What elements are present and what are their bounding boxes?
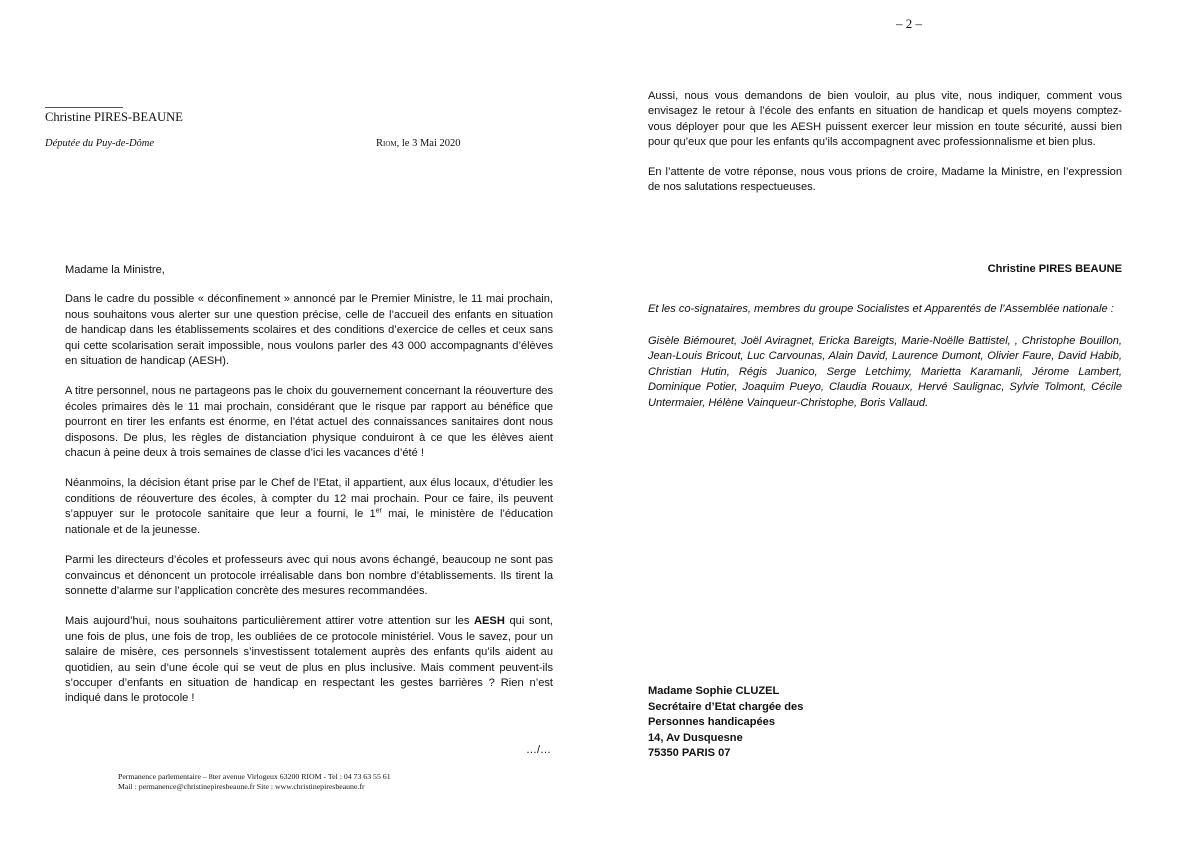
recipient-street: 14, Av Dusquesne (648, 731, 743, 744)
sender-role: Députée du Puy-de-Dôme (45, 138, 155, 149)
letter-body-right (648, 89, 1122, 209)
recipient-address (648, 684, 803, 762)
paragraph-3-text-b: mai, le ministère de l’éducation nationale et de la jeunesse. (65, 508, 553, 536)
recipient-name: Madame Sophie CLUZEL (648, 685, 780, 697)
aesh-emphasis: AESH (474, 615, 505, 628)
paragraph-7: En l’attente de votre réponse, nous vous prions de croire, Madame la Ministre, en l’expression de nos salutations respectueuses. (648, 165, 1122, 194)
paragraph-5-text-b: qui sont, une fois de plus, une fois de trop, les oubliées de ce protocole ministériel. Vous le savez, pour un salaire de misère, ces personnels s’investissent totalement auprès des enfants qu’ils aident au quotidien, au sein d’une école qui se veut de plus en plus inclusive. Mais comment peuvent-ils s’occuper d’enfants en situation de handicap en respectant les gestes barrières ? Rien n’est indiqué dans le protocole ! (65, 615, 553, 705)
date-city: Riom (376, 138, 397, 149)
letter-date (376, 138, 461, 149)
signatory-name: Christine PIRES BEAUNE (987, 263, 1122, 275)
signature-rule (45, 107, 123, 108)
paragraph-3 (65, 476, 553, 538)
recipient-city: 75350 PARIS 07 (648, 747, 731, 760)
date-text: , le 3 Mai 2020 (396, 138, 461, 149)
continuation-mark: …/… (526, 744, 552, 756)
paragraph-4: Parmi les directeurs d’écoles et professeurs avec qui nous avons échangé, beaucoup ne sont pas convaincus et dénoncent un protocole irréalisable dans bon nombre d’établissements. Ils tirent la sonnette d’alarme sur l’application concrète des mesures recommandées. (65, 554, 553, 597)
paragraph-3-text-a: Néanmoins, la décision étant prise par le Chef de l’Etat, il appartient, aux élus locaux, d’étudier les conditions de réouverture des écoles, à compter du 12 mai prochain. Pour ce faire, ils peuvent s’appuyer sur le protocole sanitaire que leur a fourni, le 1 (65, 477, 553, 521)
paragraph-6: Aussi, nous vous demandons de bien vouloir, au plus vite, nous indiquer, comment vous envisagez le retour à l’école des enfants en situation de handicap et quels moyens comptez-vous déployer pour que les AESH puissent exercer leur mission en toute sécurité, aussi bien pour qu’eux que pour les enfants qu’ils accompagnent avec professionnalisme et bien plus. (648, 90, 1122, 149)
paragraph-1: Dans le cadre du possible « déconfinement » annoncé par le Premier Ministre, le 11 mai prochain, nous souhaitons vous alerter sur une question précise, celle de l’accueil des enfants en situation de handicap dans les établissements scolaires et des conditions d’exercice de celles et ceux sans qui cette scolarisation serait impossible, nous voulons parler des 43 000 accompagnants d’élèves en situation de handicap (AESH). (65, 293, 553, 368)
footer-contact: Mail : permanence@christinepiresbeaune.fr Site : www.christinepiresbeaune.fr (118, 782, 365, 791)
cosignatories-list: Gisèle Biémouret, Joël Aviragnet, Ericka Bareigts, Marie-Noëlle Battistel, , Christophe Bouillon, Jean-Louis Bricout, Luc Carvounas, Alain David, Laurence Dumont, Olivier Faure, David Habib, Christian Hutin, Régis Juanico, Serge Letchimy, Marietta Karamanli, Jérome Lambert, Dominique Potier, Joaquim Pueyo, Claudia Rouaux, Hervé Saulignac, Sylvie Tolmont, Cécile Untermaier, Hélène Vainqueur-Christophe, Boris Vallaud. (648, 335, 1122, 409)
paragraph-5 (65, 614, 553, 706)
cosignatories-intro: Et les co-signataires, membres du groupe Socialistes et Apparentés de l’Assemblée nationale : (648, 303, 1114, 315)
paragraph-2: A titre personnel, nous ne partageons pas le choix du gouvernement concernant la réouverture des écoles primaires dès le 11 mai prochain, considérant que le risque par rapport au bénéfice que pourront en tirer les enfants est énorme, en l’état actuel des connaissances sanitaires dont nous disposons. De plus, les règles de distanciation physique conduiront à ce que les élèves aient chacun à peine deux à trois semaines de classe d’ici les vacances d’été ! (65, 385, 553, 460)
sender-name: Christine PIRES-BEAUNE (45, 110, 183, 124)
salutation: Madame la Ministre, (65, 264, 165, 276)
footer-address: Permanence parlementaire – 8ter avenue Virlogeux 63200 RIOM - Tel : 04 73 63 55 61 (118, 772, 391, 781)
paragraph-5-text-a: Mais aujourd’hui, nous souhaitons particulièrement attirer votre attention sur les (65, 615, 475, 628)
recipient-title: Secrétaire d’Etat chargée des (648, 700, 804, 713)
recipient-department: Personnes handicapées (648, 716, 776, 729)
page-number: – 2 – (896, 16, 922, 31)
letter-body-left (65, 263, 553, 722)
ordinal-suffix: er (375, 507, 382, 515)
